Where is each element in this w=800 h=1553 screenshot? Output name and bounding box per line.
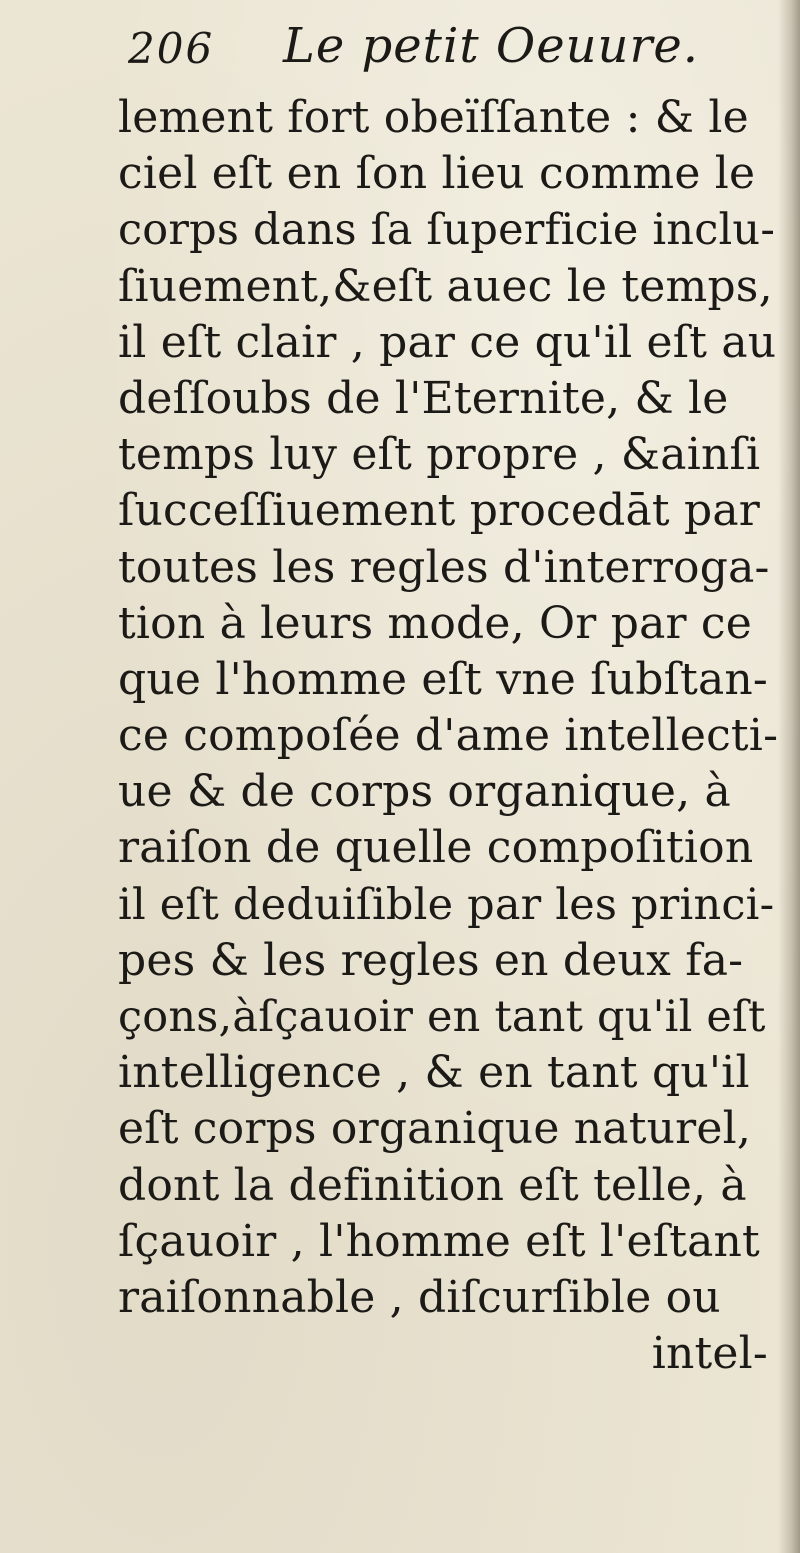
- text-line: toutes les regles d'interroga-: [118, 541, 770, 593]
- page-number: 206: [128, 24, 215, 73]
- text-line: il eſt deduiſible par les princi-: [118, 879, 775, 930]
- catchword: intel-: [651, 1328, 768, 1380]
- body-text: [118, 90, 778, 1382]
- text-line: pes & les regles en deux fa-: [118, 934, 744, 986]
- text-line: ue & de corps organique, à: [118, 766, 731, 818]
- text-line: lement fort obeïſſante : & le: [118, 92, 749, 143]
- text-line: dont la definition eſt telle, à: [118, 1159, 747, 1211]
- text-line: ſçauoir , l'homme eſt l'eſtant: [118, 1215, 760, 1267]
- text-line: tion à leurs mode, Or par ce: [118, 597, 753, 649]
- text-line: deſſoubs de l'Eternite, & le: [118, 372, 729, 424]
- text-line: temps luy eſt propre , &ainſi: [118, 429, 761, 481]
- text-line: ciel eſt en ſon lieu comme le: [118, 148, 756, 200]
- text-line: raiſonnable , diſcurſible ou: [118, 1271, 721, 1323]
- text-line: raiſon de quelle compoſition: [118, 822, 754, 874]
- text-line: il eſt clair , par ce qu'il eſt au: [118, 316, 777, 368]
- text-line: corps dans ſa ſuperficie inclu-: [118, 205, 776, 256]
- text-line: çons,àſçauoir en tant qu'il eſt: [118, 992, 766, 1042]
- text-line: ſucceſſiuement procedāt par: [118, 485, 761, 537]
- text-line: eſt corps organique naturel,: [118, 1103, 752, 1155]
- page-gutter-shadow: [778, 0, 800, 1553]
- running-title: Le petit Oeuure.: [283, 18, 700, 74]
- text-line: intelligence , & en tant qu'il: [118, 1047, 750, 1099]
- text-line: ce compoſée d'ame intellecti-: [118, 710, 779, 762]
- text-line: que l'homme eſt vne ſubſtan-: [118, 653, 769, 705]
- text-line: ſiuement,&eſt auec le temps,: [118, 260, 773, 312]
